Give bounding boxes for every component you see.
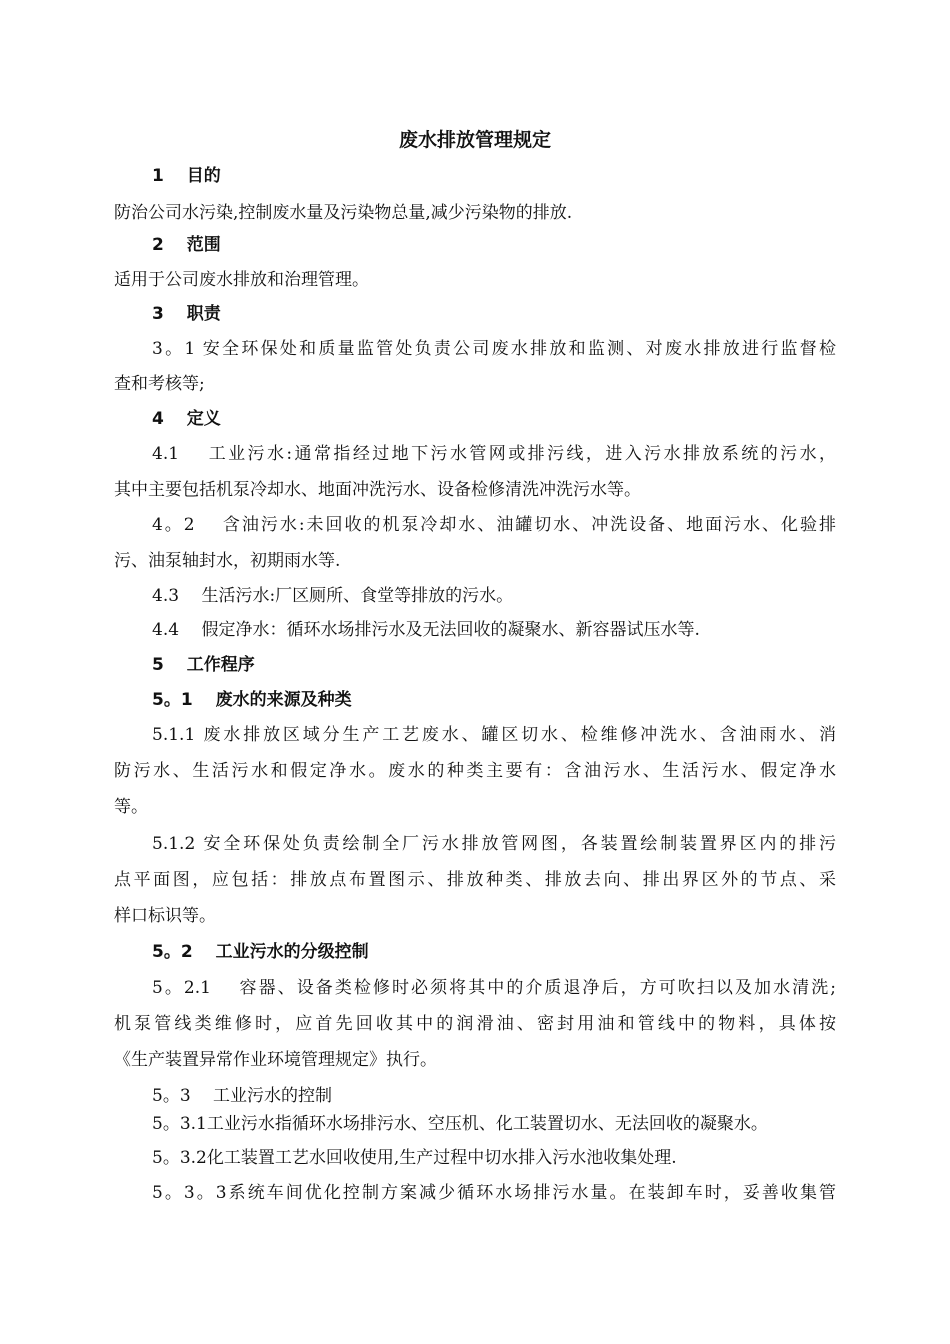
- paragraph-line: 机泵管线类维修时，应首先回收其中的润滑油、密封用油和管线中的物料，具体按: [114, 1014, 836, 1034]
- section-heading-scope: 2 范围: [152, 235, 221, 255]
- paragraph-line: 5.1.2 安全环保处负责绘制全厂污水排放管网图，各装置绘制装置界区内的排污: [152, 834, 836, 854]
- paragraph-line: 4。2 含油污水:未回收的机泵冷却水、油罐切水、冲洗设备、地面污水、化验排: [152, 515, 836, 535]
- subsection-heading-control: 5。3 工业污水的控制: [152, 1086, 333, 1106]
- document-title: 废水排放管理规定: [398, 129, 551, 151]
- section-heading-responsibility: 3 职责: [152, 304, 221, 324]
- subsection-heading-sources: 5。1 废水的来源及种类: [152, 690, 352, 710]
- paragraph-line: 防污水、生活污水和假定净水。废水的种类主要有：含油污水、生活污水、假定净水: [114, 761, 836, 781]
- purpose-text: 防治公司水污染,控制废水量及污染物总量,减少污染物的排放.: [114, 203, 573, 223]
- paragraph-line: 5。3.2化工装置工艺水回收使用,生产过程中切水排入污水池收集处理.: [152, 1148, 677, 1168]
- paragraph-line: 3。1 安全环保处和质量监管处负责公司废水排放和监测、对废水排放进行监督检: [152, 339, 836, 359]
- paragraph-line: 5。2.1 容器、设备类检修时必须将其中的介质退净后，方可吹扫以及加水清洗;: [152, 978, 836, 998]
- paragraph-line: 《生产装置异常作业环境管理规定》执行。: [114, 1050, 437, 1070]
- paragraph-line: 5。3。3系统车间优化控制方案减少循环水场排污水量。在装卸车时，妥善收集管: [152, 1183, 836, 1203]
- paragraph-line: 4.3 生活污水:厂区厕所、食堂等排放的污水。: [152, 586, 514, 606]
- paragraph-line: 等。: [114, 797, 148, 817]
- paragraph-line: 样口标识等。: [114, 906, 216, 926]
- paragraph-line: 其中主要包括机泵冷却水、地面冲洗污水、设备检修清洗冲洗污水等。: [114, 480, 641, 500]
- paragraph-line: 5.1.1 废水排放区域分生产工艺废水、罐区切水、检维修冲洗水、含油雨水、消: [152, 725, 836, 745]
- paragraph-line: 4.4 假定净水：循环水场排污水及无法回收的凝聚水、新容器试压水等.: [152, 620, 700, 640]
- paragraph-line: 点平面图，应包括：排放点布置图示、排放种类、排放去向、排出界区外的节点、采: [114, 870, 836, 890]
- paragraph-line: 4.1 工业污水:通常指经过地下污水管网或排污线，进入污水排放系统的污水，: [152, 444, 836, 464]
- paragraph-line: 污、油泵轴封水，初期雨水等.: [114, 551, 341, 571]
- paragraph-line: 查和考核等;: [114, 374, 205, 394]
- section-heading-purpose: 1 目的: [152, 166, 221, 186]
- paragraph-line: 5。3.1工业污水指循环水场排污水、空压机、化工装置切水、无法回收的凝聚水。: [152, 1114, 768, 1134]
- scope-text: 适用于公司废水排放和治理管理。: [114, 270, 369, 290]
- subsection-heading-grading: 5。2 工业污水的分级控制: [152, 942, 369, 962]
- section-heading-procedure: 5 工作程序: [152, 655, 255, 675]
- section-heading-definitions: 4 定义: [152, 409, 221, 429]
